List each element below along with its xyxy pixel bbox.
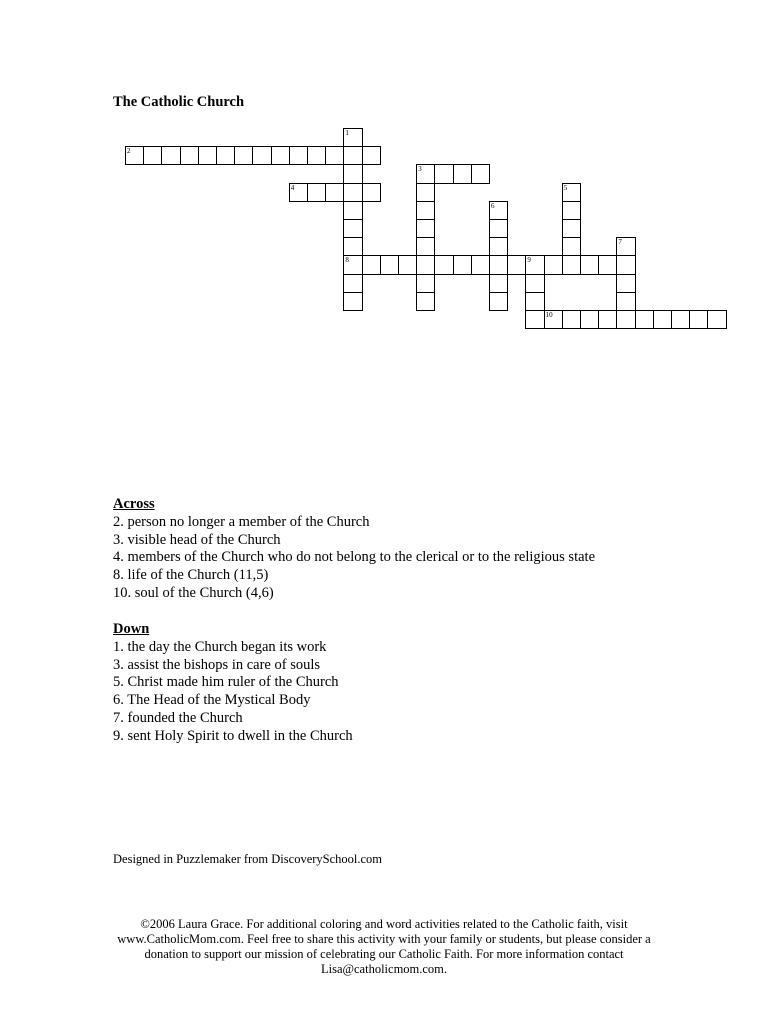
crossword-cell[interactable] (453, 164, 472, 183)
crossword-cell[interactable] (562, 201, 581, 220)
crossword-cell[interactable] (489, 255, 508, 274)
crossword-cell[interactable] (616, 255, 635, 274)
crossword-cell[interactable] (562, 310, 581, 329)
crossword-cell[interactable] (307, 146, 326, 165)
crossword-cell[interactable] (544, 255, 563, 274)
crossword-cell[interactable] (598, 310, 617, 329)
crossword-cell[interactable] (616, 292, 635, 311)
crossword-cell[interactable] (343, 146, 362, 165)
clue-number: 9 (527, 256, 531, 265)
crossword-cell[interactable] (416, 274, 435, 293)
crossword-cell[interactable] (180, 146, 199, 165)
crossword-cell[interactable] (416, 292, 435, 311)
clue-number: 10 (545, 311, 553, 319)
crossword-cell[interactable] (616, 274, 635, 293)
crossword-cell[interactable] (416, 255, 435, 274)
clue-down-6: 6. The Head of the Mystical Body (113, 692, 311, 709)
crossword-cell[interactable] (525, 310, 544, 329)
clue-across-2: 2. person no longer a member of the Church (113, 513, 370, 530)
crossword-cell[interactable] (343, 128, 362, 147)
crossword-cell[interactable] (434, 164, 453, 183)
clue-number: 8 (345, 256, 349, 265)
crossword-cell[interactable] (580, 310, 599, 329)
crossword-cell[interactable] (161, 146, 180, 165)
clue-number: 2 (127, 147, 131, 156)
crossword-cell[interactable] (598, 255, 617, 274)
crossword-cell[interactable] (562, 237, 581, 256)
crossword-cell[interactable] (525, 255, 544, 274)
crossword-cell[interactable] (289, 183, 308, 202)
crossword-cell[interactable] (362, 255, 381, 274)
crossword-cell[interactable] (380, 255, 399, 274)
clue-number: 4 (290, 183, 295, 192)
crossword-cell[interactable] (471, 164, 490, 183)
clue-across-3: 3. visible head of the Church (113, 531, 281, 548)
crossword-cell[interactable] (198, 146, 217, 165)
crossword-cell[interactable] (362, 146, 381, 165)
footer-line: www.CatholicMom.com. Feel free to share this activity with your family or students, but please consider a (117, 932, 651, 946)
crossword-grid (0, 0, 768, 420)
crossword-cell[interactable] (325, 146, 344, 165)
footer-line: ©2006 Laura Grace. For additional coloring and word activities related to the Catholic faith, visit (140, 917, 628, 931)
crossword-cell[interactable] (489, 274, 508, 293)
clue-down-7: 7. founded the Church (113, 709, 243, 726)
crossword-cell[interactable] (416, 164, 435, 183)
clue-number: 6 (491, 201, 495, 210)
clue-across-8: 8. life of the Church (11,5) (113, 567, 269, 584)
crossword-cell[interactable] (525, 274, 544, 293)
clue-down-3: 3. assist the bishops in care of souls (113, 656, 321, 673)
crossword-cell[interactable] (343, 201, 362, 220)
down-clues (113, 621, 353, 746)
crossword-cell[interactable] (343, 255, 362, 274)
footer-line: donation to support our mission of celebrating our Catholic Faith. For more information contact (144, 947, 624, 961)
crossword-cell[interactable] (416, 219, 435, 238)
crossword-cell[interactable] (271, 146, 290, 165)
crossword-cell[interactable] (434, 255, 453, 274)
crossword-cell[interactable] (616, 310, 635, 329)
across-heading: Across (113, 496, 155, 512)
crossword-cell[interactable] (671, 310, 690, 329)
page-title: The Catholic Church (113, 94, 245, 110)
crossword-cell[interactable] (489, 292, 508, 311)
crossword-cell[interactable] (489, 219, 508, 238)
crossword-cell[interactable] (343, 183, 362, 202)
crossword-cell[interactable] (307, 183, 326, 202)
crossword-cell[interactable] (252, 146, 271, 165)
crossword-cell[interactable] (453, 255, 472, 274)
crossword-cell[interactable] (343, 219, 362, 238)
crossword-cell[interactable] (216, 146, 235, 165)
crossword-cell[interactable] (544, 310, 563, 329)
crossword-cell[interactable] (234, 146, 253, 165)
clue-down-9: 9. sent Holy Spirit to dwell in the Church (113, 727, 353, 744)
copyright-footer (100, 917, 668, 977)
crossword-cell[interactable] (562, 255, 581, 274)
crossword-cell[interactable] (343, 274, 362, 293)
clue-number: 7 (618, 238, 622, 247)
crossword-cell[interactable] (343, 237, 362, 256)
crossword-cell[interactable] (125, 146, 144, 165)
crossword-cell[interactable] (525, 292, 544, 311)
clue-down-1: 1. the day the Church began its work (113, 638, 327, 655)
crossword-cell[interactable] (580, 255, 599, 274)
crossword-cell[interactable] (343, 164, 362, 183)
crossword-cell[interactable] (471, 255, 490, 274)
crossword-cell[interactable] (143, 146, 162, 165)
footer-line: Lisa@catholicmom.com. (320, 962, 448, 976)
crossword-cell[interactable] (507, 255, 526, 274)
crossword-cell[interactable] (416, 237, 435, 256)
crossword-cell[interactable] (635, 310, 654, 329)
crossword-cell[interactable] (289, 146, 308, 165)
crossword-cell[interactable] (343, 292, 362, 311)
crossword-cell[interactable] (398, 255, 417, 274)
crossword-cell[interactable] (489, 201, 508, 220)
down-heading: Down (113, 621, 150, 637)
clue-number: 3 (418, 165, 422, 174)
crossword-cell[interactable] (616, 237, 635, 256)
crossword-cell[interactable] (562, 183, 581, 202)
crossword-cell[interactable] (707, 310, 726, 329)
clue-down-5: 5. Christ made him ruler of the Church (113, 674, 339, 691)
crossword-cell[interactable] (325, 183, 344, 202)
clue-across-10: 10. soul of the Church (4,6) (113, 584, 274, 601)
crossword-cell[interactable] (562, 219, 581, 238)
crossword-cell[interactable] (416, 183, 435, 202)
clue-number: 5 (563, 183, 568, 192)
crossword-cell[interactable] (489, 237, 508, 256)
crossword-cell[interactable] (416, 201, 435, 220)
crossword-cell[interactable] (653, 310, 672, 329)
crossword-cell[interactable] (689, 310, 708, 329)
across-clues (113, 496, 595, 603)
crossword-cell[interactable] (362, 183, 381, 202)
clue-number: 1 (345, 129, 349, 137)
designed-credit: Designed in Puzzlemaker from DiscoverySchool.com (113, 852, 383, 866)
clue-across-4: 4. members of the Church who do not belong to the clerical or to the religious state (113, 549, 596, 566)
